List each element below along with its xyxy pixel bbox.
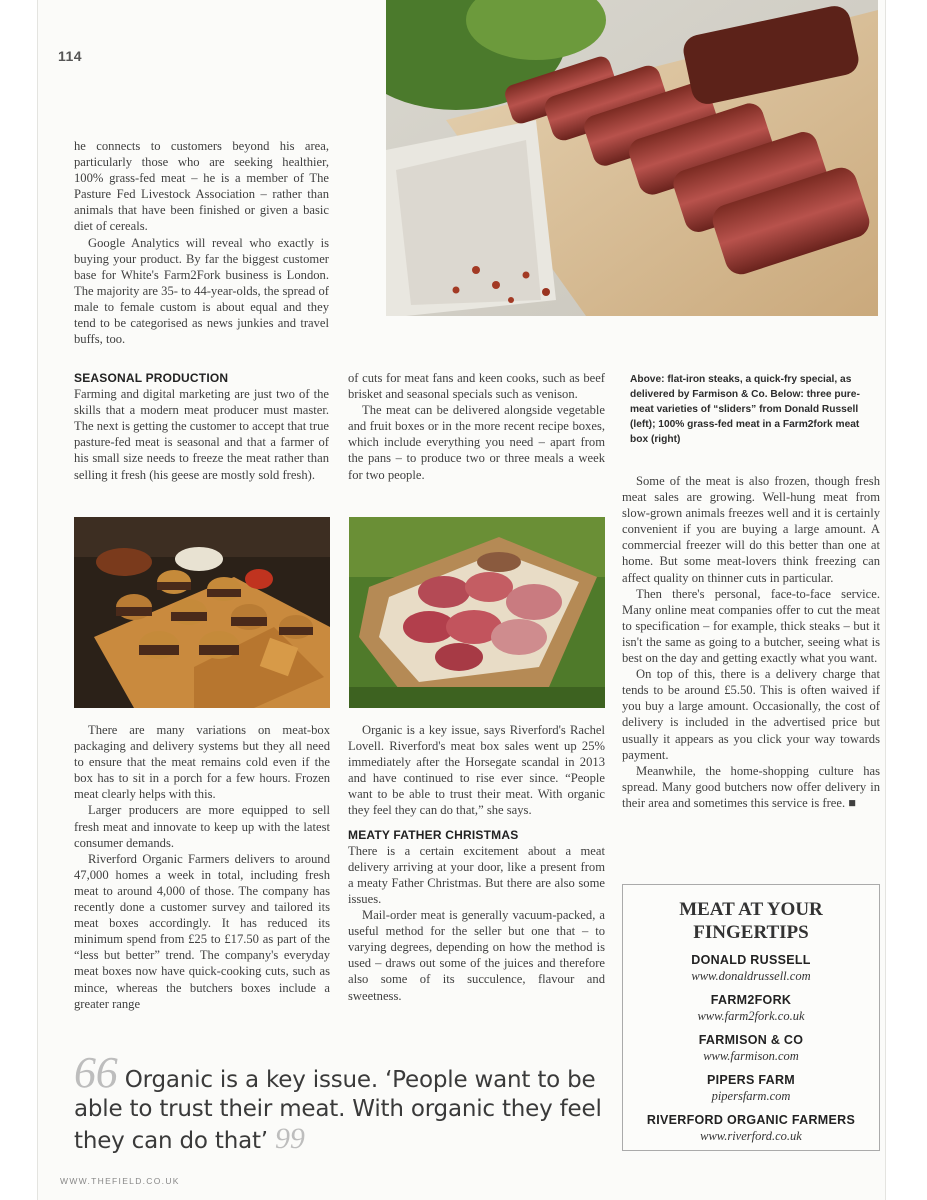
vendor-url-link[interactable]: www.riverford.co.uk xyxy=(700,1129,802,1143)
column-2-top xyxy=(348,370,605,483)
vendor-name: RIVERFORD ORGANIC FARMERS xyxy=(646,1113,856,1127)
paragraph: Then there's personal, face-to-face service. Many online meat companies offer to cut the meat to specification – for example, thick steaks – but it isn't the same as going to a butcher, seeing what is best on the day and getting exactly what you want. xyxy=(622,586,880,666)
paragraph: Google Analytics will reveal who exactly is buying your product. By far the biggest customer base for White's Farm2Fork business is London. The majority are 35- to 44-year-olds, the spread of male to female custom is about equal and they tend to be categorised as news junkies and travel buffs, too. xyxy=(74,235,329,347)
steak-illustration xyxy=(386,0,878,316)
column-2-bottom xyxy=(348,722,605,1004)
section-heading: SEASONAL PRODUCTION xyxy=(74,371,229,385)
vendor-url-link[interactable]: pipersfarm.com xyxy=(711,1089,791,1103)
sidebar-title: MEAT AT YOUR FINGERTIPS xyxy=(679,899,823,943)
meat-box-illustration xyxy=(349,517,605,708)
steak-photo xyxy=(386,0,878,316)
footer-url: WWW.THEFIELD.CO.UK xyxy=(60,1176,180,1186)
vendor-url-link[interactable]: www.farmison.com xyxy=(703,1049,799,1063)
close-quote-mark: 99 xyxy=(275,1122,305,1155)
sliders-photo xyxy=(74,517,330,708)
paragraph: There is a certain excitement about a meat delivery arriving at your door, like a present from a meaty Father Christmas. But there are also some issues. xyxy=(348,843,605,906)
paragraph: Organic is a key issue, says Riverford's Rachel Lovell. Riverford's meat box sales went up 25% immediately after the Horsegate scandal in 2013 and have continued to rise ever since. “People want to be able to trust their meat. With organic they feel they can do that,” she says. xyxy=(348,723,605,818)
meat-box-photo xyxy=(349,517,605,708)
paragraph: Larger producers are more equipped to sell fresh meat and innovate to keep up with the latest consumer demands. xyxy=(74,803,330,850)
vendor-name: FARMISON & CO xyxy=(698,1033,804,1047)
vendor-url-link[interactable]: www.farm2fork.co.uk xyxy=(697,1009,805,1023)
section-heading: MEATY FATHER CHRISTMAS xyxy=(348,827,519,842)
paragraph: There are many variations on meat-box packaging and delivery systems but they all need to ensure that the meat remains cold even if the box has to sit in a porch for a few hours. Frozen meat clearly helps with this. xyxy=(74,723,330,802)
paragraph: The meat can be delivered alongside vegetable and fruit boxes or in the more recent recipe boxes, which include everything you need – apart from the pans – to produce two or three meals a week for two people. xyxy=(348,403,605,482)
paragraph: Meanwhile, the home-shopping culture has spread. Many good butchers now offer delivery in their area and sometimes this service is free. ■ xyxy=(622,763,880,810)
seasonal-production-section xyxy=(74,370,329,483)
vendor-url-link[interactable]: www.donaldrussell.com xyxy=(691,969,811,983)
vendor-name: DONALD RUSSELL xyxy=(691,953,811,967)
vendor-sidebar-box xyxy=(622,884,880,1151)
vendor-name: PIPERS FARM xyxy=(706,1073,796,1087)
paragraph: Riverford Organic Farmers delivers to around 47,000 homes a week in total, including fresh meat to around 4,000 of those. The company has recently done a customer survey and tailored its meat boxes accordingly. It has reduced its minimum spend from £25 to £17.50 as part of the “less but better” trend. The company's everyday meat boxes now have quick-cooking cuts, such as mince, whereas the butchers boxes include a greater range xyxy=(74,851,330,1011)
vendor-name: FARM2FORK xyxy=(710,993,792,1007)
paragraph: he connects to customers beyond his area, particularly those who are seeking healthier, 100% grass-fed meat – he is a member of The Pasture Fed Livestock Association – rather than animals that have been finished or given a basic diet of cereals. xyxy=(74,139,329,234)
paragraph: On top of this, there is a delivery charge that tends to be around £5.50. This is often waived if you buy a large amount. Occasionally, the cost of delivery is included in the advertised price but usually it appears as you click your way towards payment. xyxy=(622,667,880,762)
sliders-illustration xyxy=(74,517,330,708)
column-1-bottom xyxy=(74,722,330,1012)
paragraph: Some of the meat is also frozen, though fresh meat sales are growing. Well-hung meat from slow-grown animals freezes well and it is certainly convenient if you are buying a large amount. A commercial freezer will do this better than one at home. But some meat-lovers think freezing can affect quality on thinner cuts in particular. xyxy=(622,474,880,585)
vendor-list xyxy=(623,953,879,1144)
pull-quote xyxy=(74,1048,609,1156)
paragraph: Farming and digital marketing are just two of the skills that a modern meat producer must master. The next is getting the customer to accept that true pasture-fed meat is seasonal and that a farmer of his small size needs to freeze the meat rather than selling it fresh (his geese are mostly sold fresh). xyxy=(74,387,329,482)
photo-caption: Above: flat-iron steaks, a quick-fry special, as delivered by Farmison & Co. Below: three pure-meat varieties of “sliders” from Donald Russell (left); 100% grass-fed meat in a Farm2fork meat box (right) xyxy=(630,374,860,445)
open-quote-mark: 66 xyxy=(74,1048,118,1097)
magazine-page xyxy=(38,0,885,1200)
column-3 xyxy=(622,473,880,811)
paragraph: of cuts for meat fans and keen cooks, such as beef brisket and seasonal specials such as venison. xyxy=(348,371,605,402)
pull-quote-text: Organic is a key issue. ‘People want to be able to trust their meat. With organic they feel they can do that’ xyxy=(74,1067,602,1154)
column-1-top xyxy=(74,138,329,347)
paragraph: Mail-order meat is generally vacuum-packed, a useful method for the seller but one that – to varying degrees, depending on how the method is used – draws out some of the juices and therefore also some of its succulence, flavour and sweetness. xyxy=(348,908,605,1003)
page-number: 114 xyxy=(58,48,83,64)
